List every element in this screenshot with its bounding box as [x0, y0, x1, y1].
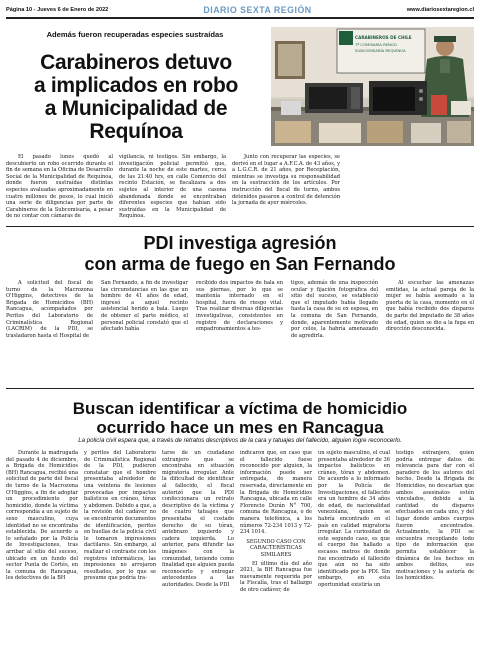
website-link[interactable]: www.diariosextaregion.cl: [406, 7, 474, 13]
header-divider: [6, 17, 474, 19]
story1-title-line: a Municipalidad de: [44, 97, 228, 120]
story1-paragraph: Junto con recuperar las especies, se derivó en el lugar a A.F.C.A. de 43 años, y a L.G.C.R. de 21 años, por Receptación, mientras se investiga su responsabilidad en la sustracción de los artículos. Por instrucción del fiscal de turno, ambos detenidos pasaron a control de detención la jornada de ayer miércoles.: [232, 154, 341, 207]
story2-title-line: PDI investiga agresión: [143, 233, 337, 253]
story2-paragraph: San Fernando, a fin de investigar las circunstancias en las que un hombre de 41 años de edad, ingresó a aquel recinto asistencial herido a bala. Luego de obtener el parte médico, el personal policial constató que el afectado había: [101, 280, 188, 333]
section-divider: [6, 388, 474, 389]
story1-paragraph: El pasado lunes quedó al descubierto un robo ocurrido durante el fin de semana en la Oficina de Desarrollo Social de la Municipalidad de Requínoa, donde fueron sustraídas distintas especies avaluadas aproximadamente en cuatro millones de pesos, lo cual inició una serie de diligencias por parte de Carabineros de la Subcomisaría, a pesar de no contar con cámaras de: [6, 154, 113, 220]
story3-title: [6, 399, 474, 437]
story3-paragraph: tarse de un ciudadano extranjero que se encontraba en situación migratoria irregular. Ante la dificultad de identificar al fallecido, el fiscal autorizó que la PDI confeccionara un retrato descriptivo de la víctima y de cuatro tatuajes que presentaba el costado derecho de su tórax, antebrazo izquierdo y cadera izquierda. Lo anterior, para difundir las imágenes con la comunidad, teniendo como finalidad que alguien pueda reconocerlo y entregar antecedentes a las autoridades. Desde la PDI: [162, 450, 234, 588]
story2-column: [101, 280, 188, 333]
masthead: DIARIO SEXTA REGIÓN: [203, 5, 312, 15]
sign-line: CARABINEROS DE CHILE: [355, 35, 412, 40]
story3-column: [318, 450, 390, 588]
sign-line: SUBCOMISARÍA REQUÍNOA: [355, 48, 406, 53]
story3-paragraph: y peritos del Laboratorio de Criminalística Regional de la PDI, pudieron constatar que el hombre presentaba alrededor de una veintena de lesiones provocadas por impactos balísticos en cráneo, tórax y abdomen. Debido a que, a la revisión del cadáver no se encontraron documentos de identificación, peritos en huellas de la policía civil le tomaron impresiones dactilares. Sin embargo, al realizar el contraste con los registros informáticos, las impresiones no arrojaron resultados, por lo que se presume que podría tra-: [84, 450, 156, 582]
story2-title-line: con arma de fuego en San Fernando: [84, 254, 396, 274]
story3-column: [396, 450, 474, 582]
story2-paragraph: tigos, además de una inspección ocular y fijación fotográfica del sitio del suceso, se estableció que el imputado había llegado hasta la casa de su ex esposa, en la comuna de San Fernando, donde, aparentemente motivado por celos, la habría amenazado de agredirla.: [291, 280, 378, 339]
story1-column: [119, 154, 226, 220]
story3-subhead: SEGUNDO CASO CON CARACTERÍSTICAS SIMILARES: [246, 538, 306, 558]
story2-column: [291, 280, 378, 339]
story3-paragraph: testigo extranjero, quien podría entregar datos de relevancia para dar con el paradero de los autores del hecho. Desde la Brigada de Homicidios, no descartan que ambos asesinatos estén vinculados, debido a la cantidad de disparos efectuados en cada uno, y del lugar donde ambos cuerpos fueron encontrados. Actualmente, la PDI se encuentra recopilando todo tipo de información que permita establecer la dinámica de los hechos en ambos delitos, sus motivaciones y la autoría de los homicidios.: [396, 450, 474, 582]
story3-title-line: Buscan identificar a víctima de homicidio: [72, 399, 408, 418]
story3-paragraph: un sujeto masculino, el cual presentaba alrededor de 36 impactos balísticos en cráneo, tórax y abdomen. De acuerdo a lo informado por la Policía de Investigaciones, el fallecido era un hombre de 34 años de edad, de nacionalidad venezolana, quien se habría encontrado en el país en calidad migratoria irregular. La curiosidad de este segundo caso, es que el cuerpo fue hallado a escasos metros de donde fue encontrado el fallecido que aún no ha sido identificado por la PDI. Sin embargo, en esta oportunidad existiría un: [318, 450, 390, 588]
story3-column: [84, 450, 156, 582]
story2-paragraph: Al escuchar las amenazas emitidas, la actual pareja de la mujer se había asomado a la puerta de la casa, momento en el que había recibido dos disparos de parte del imputado de 38 años de edad, quien se dio a la fuga en dirección desconocida.: [386, 280, 474, 333]
story2-column: [6, 280, 93, 339]
page-info: Página 10 - Jueves 6 de Enero de 2022: [6, 7, 109, 13]
story3-lead: La policía civil espera que, a través de retratos descriptivos de la cara y tatuajes del fallecido, alguien logre reconocerlo.: [78, 437, 402, 444]
story2-title: [6, 233, 474, 275]
story1-title-line: Carabineros detuvo: [40, 51, 232, 74]
story2-column: [196, 280, 283, 333]
story1-title: [6, 51, 266, 143]
story1-photo: [271, 27, 474, 146]
story2-paragraph: A solicitud del fiscal de turno de la Macrozona O'Higgins, detectives de la Brigada de Homicidios (BH) Rancagua, acompañados por Peritos del Laboratorio de Criminalística Regional (LACRIM) de la PDI, se trasladaron hasta el Hospital de: [6, 280, 93, 339]
story1-title-line: a implicados en robo: [33, 74, 239, 97]
story3-column: [162, 450, 234, 588]
story1-paragraph: vigilancia, ni testigos. Sin embargo, la investigación policial permitió que, durante la noche de este martes, cerca de las 21:40 hrs, en calle Comercio del recinto Estación, se fiscalizara a dos sujetos al interior de una casona abandonada donde se encontraban diferentes especies que habían sido sustraídas en la Municipalidad de Requínoa.: [119, 154, 226, 220]
section-divider: [6, 226, 474, 227]
page-header: [6, 4, 474, 16]
story1-title-line: Requínoa: [89, 120, 183, 143]
story1-kicker: Además fueron recuperadas especies sustraídas: [46, 30, 224, 39]
photo-recovered-items: [271, 27, 474, 146]
story3-column: [240, 450, 312, 593]
sign-line: 7ª COMISARÍA RENGO: [355, 42, 397, 47]
story3-paragraph: indicaron que, en caso que el fallecido fuese reconocido por alguien, la información puede ser entregada, de manera reservada, directamente en la Brigada de Homicidios Rancagua, ubicada en calle Florencio Durán N° 700, comuna de Rancagua, o de manera telefónica, a los números 72-234 1013 y 72-234 1014.: [240, 450, 312, 536]
story1-column: [232, 154, 340, 207]
story2-column: [386, 280, 474, 333]
story2-paragraph: recibido dos impactos de bala en sus piernas, por lo que se mantenía internado en el hospital, fuera de riesgo vital. Tras realizar diversas diligencias investigativas, consistentes en registro de declaraciones y empadronamientos a tes-: [196, 280, 283, 333]
story1-column: [6, 154, 113, 220]
story3-title-line: ocurrido hace un mes en Rancagua: [96, 418, 384, 437]
story3-paragraph: Durante la madrugada del pasado 4 de diciembre, a Brigada de Homicidios (BH) Rancagua, recibió una solicitud de parte del fiscal de turno de la Macrozona O'Higgins, a fin de adoptar un procedimiento por homicidio, donde la víctima correspondía a un sujeto de sexo masculino, cuya identidad no se encontraba establecida. De acuerdo a lo señalado por la Policía de Investigaciones, tras arribar al sitio del suceso, ubicado en un fundo del sector Punta de Cortés, en la comuna de Rancagua, los detectives de la BH: [6, 450, 78, 582]
story3-paragraph: El último día del año 2021, la BH Rancagua fue nuevamente requerida por la Fiscalía, tras el hallazgo de otro cadáver, de: [240, 560, 312, 593]
story3-column: [6, 450, 78, 582]
